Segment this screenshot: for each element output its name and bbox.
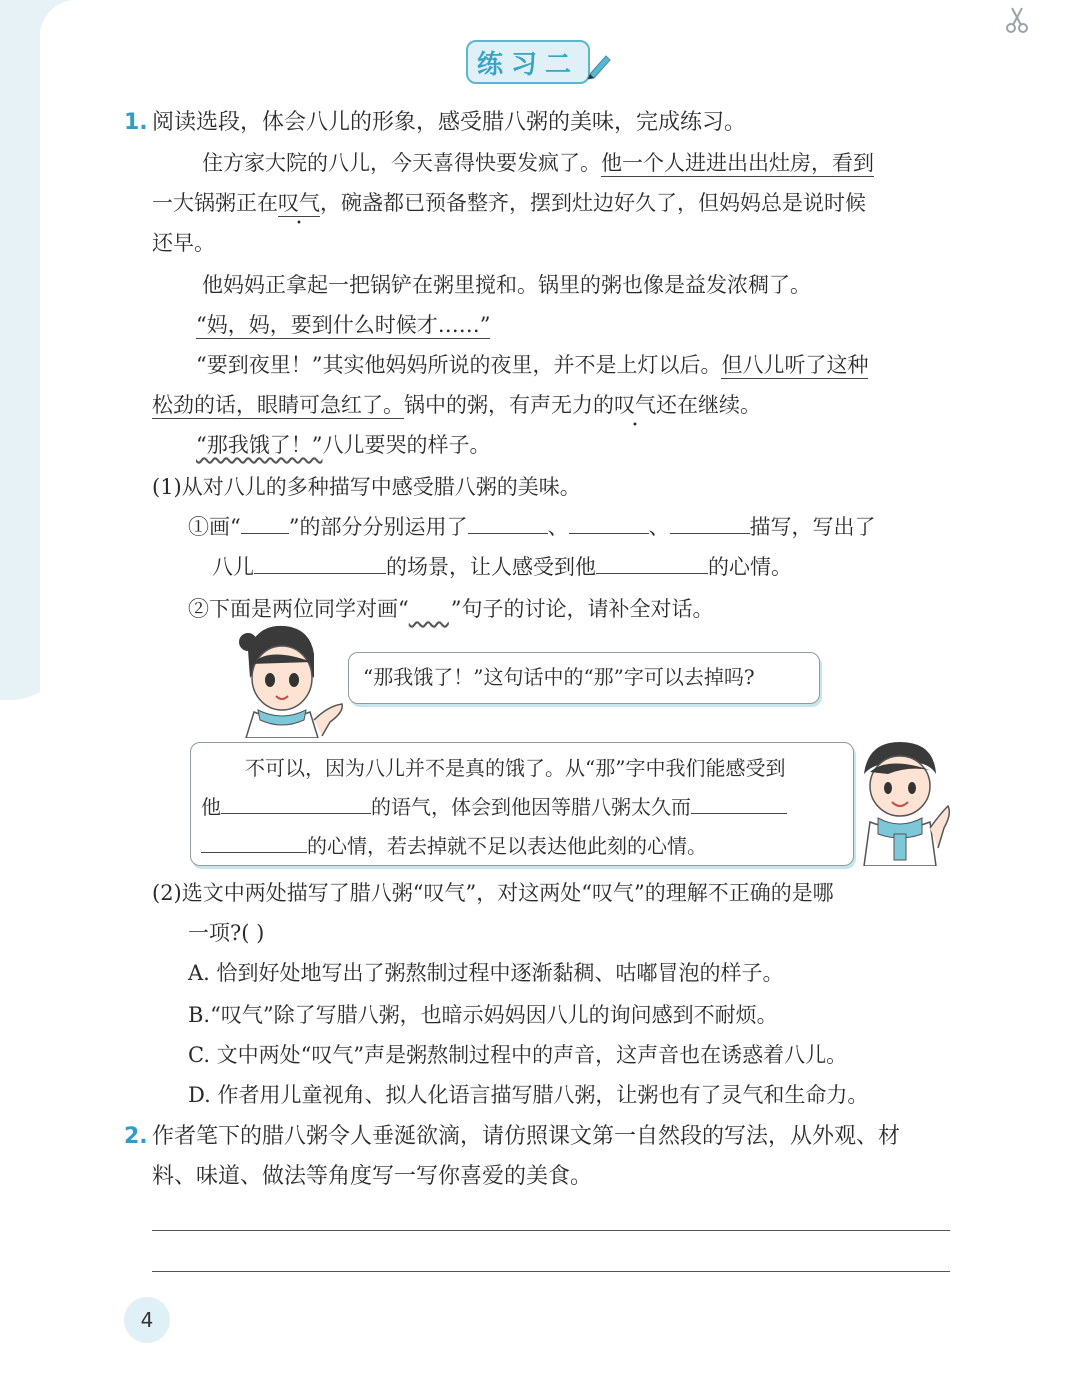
text: 描写，写出了 <box>749 515 876 539</box>
passage-text: 一大锅粥正在 <box>152 191 278 215</box>
question-number: 2. <box>124 1124 148 1149</box>
passage-line <box>152 188 866 218</box>
girl-speech-bubble <box>348 652 820 704</box>
boy-line <box>201 831 707 861</box>
passage-text: ，碗盏都已预备整齐，摆到灶边好久了，但妈妈总是说时候 <box>320 191 866 215</box>
girl-question: “那我饿了！”这句话中的“那”字可以去掉吗? <box>363 665 755 689</box>
text: 他 <box>201 795 221 819</box>
passage-line <box>202 148 874 178</box>
passage-line <box>196 350 868 380</box>
dotted-text: 叹气 <box>278 191 320 215</box>
underlined-text: 他一个人进进出出灶房，看到 <box>601 151 874 175</box>
option-a[interactable]: A. 恰到好处地写出了粥熬制过程中逐渐黏稠、咕嘟冒泡的样子。 <box>188 961 784 985</box>
sample-underline <box>241 513 289 534</box>
sample-wavy-line <box>409 594 451 614</box>
sub-question-1a-cont <box>212 552 792 582</box>
passage-line <box>196 310 490 340</box>
sub-question-1a <box>188 512 876 542</box>
dotted-text: 叹气 <box>614 393 656 417</box>
scissors-icon <box>1002 4 1032 34</box>
answer-blank[interactable] <box>691 793 787 814</box>
answer-line[interactable] <box>152 1271 950 1272</box>
page-number: 4 <box>124 1297 170 1343</box>
text: 、 <box>547 515 569 539</box>
text: 的场景，让人感受到他 <box>386 555 596 579</box>
underlined-text: 松劲的话，眼睛可急红了。 <box>152 393 404 417</box>
answer-blank[interactable] <box>201 832 307 853</box>
question-prompt: 料、味道、做法等角度写一写你喜爱的美食。 <box>152 1164 593 1189</box>
sub-question-1: (1)从对八儿的多种描写中感受腊八粥的美味。 <box>152 475 581 499</box>
section-title-box <box>466 40 590 84</box>
answer-blank[interactable] <box>596 553 708 574</box>
section-title: 练习二 <box>476 49 579 80</box>
option-b[interactable]: B.“叹气”除了写腊八粥，也暗示妈妈因八儿的询问感到不耐烦。 <box>188 1003 778 1027</box>
passage-text: 住方家大院的八儿，今天喜得快要发疯了。 <box>202 151 601 175</box>
text: ②下面是两位同学对画“ <box>188 597 409 621</box>
passage-text: 八儿要哭的样子。 <box>322 433 491 457</box>
passage-line: 他妈妈正拿起一把锅铲在粥里搅和。锅里的粥也像是益发浓稠了。 <box>202 273 811 297</box>
passage-line <box>196 430 490 460</box>
answer-blank[interactable] <box>670 513 750 534</box>
passage-text: “要到夜里！”其实他妈妈所说的夜里，并不是上灯以后。 <box>196 353 722 377</box>
question-number: 1. <box>124 110 148 135</box>
text: 的语气，体会到他因等腊八粥太久而 <box>371 795 691 819</box>
text: 的心情。 <box>708 555 792 579</box>
pencil-icon <box>584 50 614 80</box>
wavy-underlined-text: “那我饿了！” <box>196 433 323 457</box>
sub-question-2-cont: 一项?( ) <box>188 921 265 945</box>
question-prompt: 阅读选段，体会八儿的形象，感受腊八粥的美味，完成练习。 <box>152 110 747 135</box>
answer-blank[interactable] <box>221 793 371 814</box>
sub-question-2: (2)选文中两处描写了腊八粥“叹气”，对这两处“叹气”的理解不正确的是哪 <box>152 881 834 905</box>
passage-line <box>152 390 761 420</box>
answer-blank[interactable] <box>468 513 548 534</box>
option-d[interactable]: D. 作者用儿童视角、拟人化语言描写腊八粥，让粥也有了灵气和生命力。 <box>188 1083 869 1107</box>
boy-line: 不可以，因为八儿并不是真的饿了。从“那”字中我们能感受到 <box>245 756 786 780</box>
text: ①画“ <box>188 515 241 539</box>
passage-text: 锅中的粥，有声无力的 <box>404 393 614 417</box>
text: ”的部分分别运用了 <box>288 515 468 539</box>
answer-blank[interactable] <box>569 513 649 534</box>
passage-text: 还在继续。 <box>656 393 761 417</box>
text: ”句子的讨论，请补全对话。 <box>450 597 714 621</box>
answer-line[interactable] <box>152 1230 950 1231</box>
girl-illustration <box>218 620 348 738</box>
boy-line <box>201 792 787 822</box>
underlined-text: 但八儿听了这种 <box>721 353 869 377</box>
passage-line: 还早。 <box>152 231 215 255</box>
boy-speech-bubble <box>190 742 854 866</box>
boy-illustration <box>848 738 952 866</box>
answer-blank[interactable] <box>254 553 386 574</box>
text: 八儿 <box>212 555 254 579</box>
underlined-text: “妈，妈，要到什么时候才……” <box>196 313 491 337</box>
question-prompt: 作者笔下的腊八粥令人垂涎欲滴，请仿照课文第一自然段的写法，从外观、材 <box>152 1124 901 1149</box>
text: 、 <box>648 515 670 539</box>
text: 的心情，若去掉就不足以表达他此刻的心情。 <box>307 834 707 858</box>
option-c[interactable]: C. 文中两处“叹气”声是粥熬制过程中的声音，这声音也在诱惑着八儿。 <box>188 1043 848 1067</box>
